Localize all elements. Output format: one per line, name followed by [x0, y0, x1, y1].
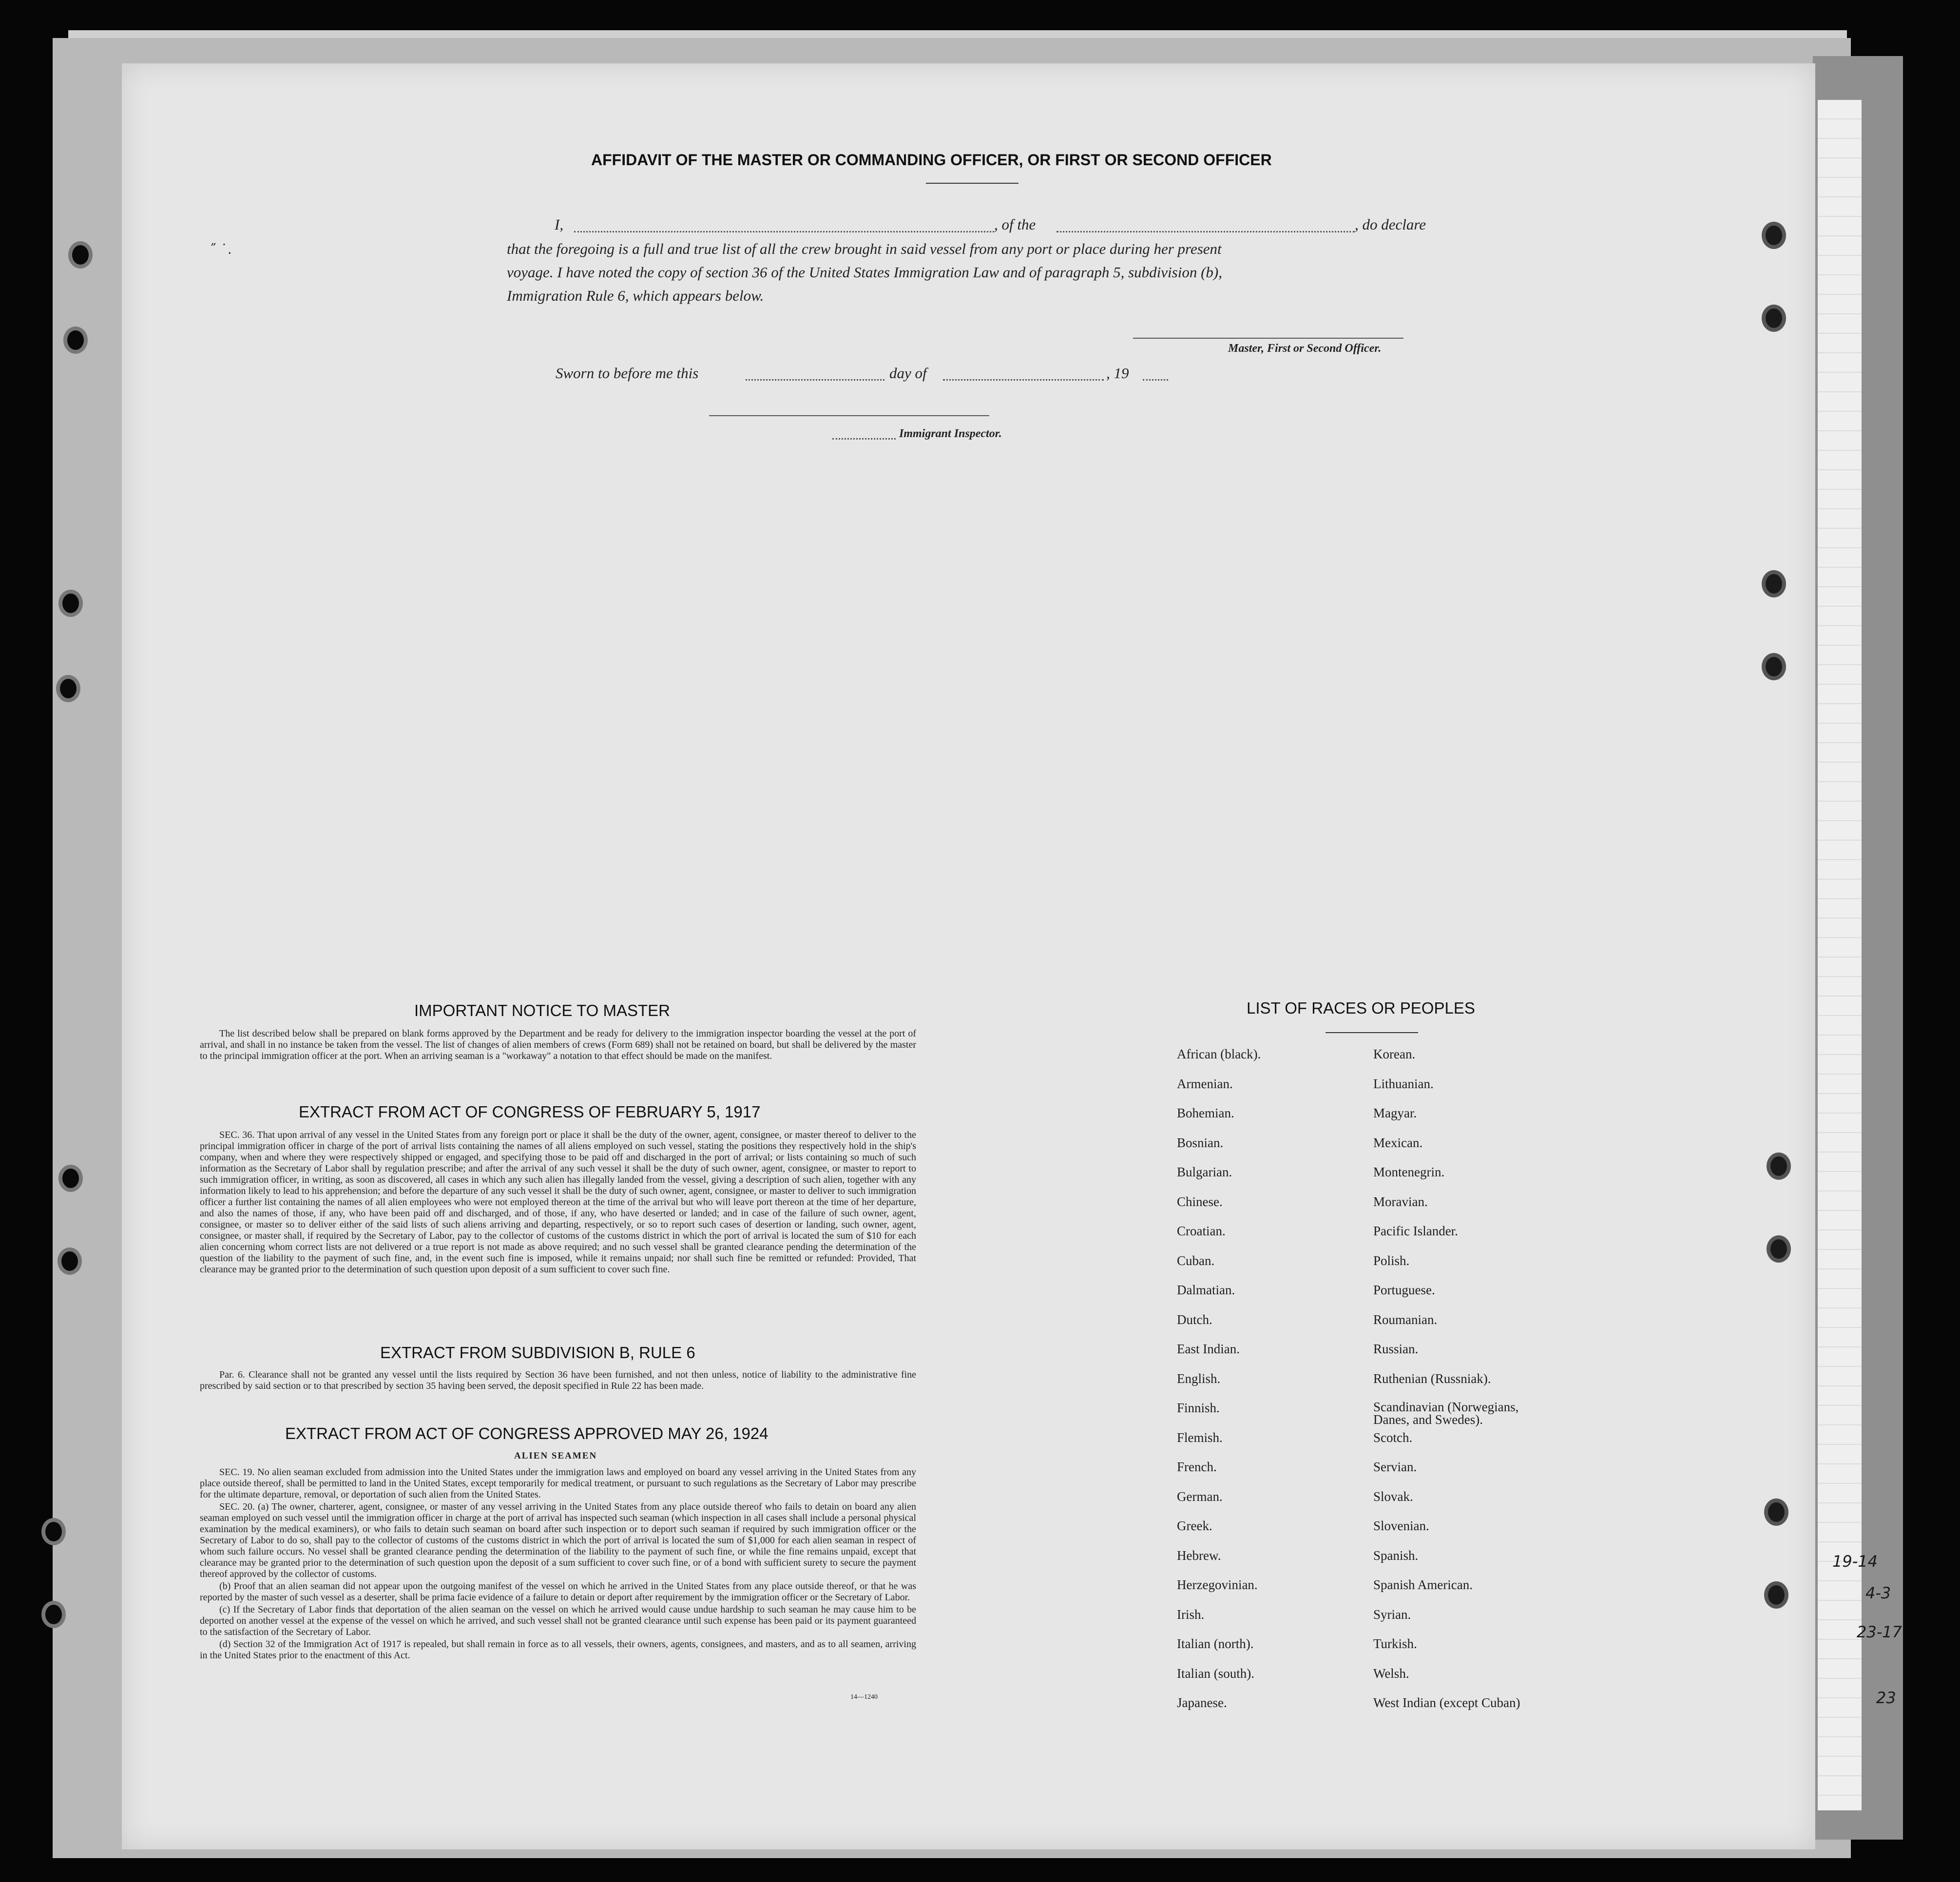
race-entry: Scandinavian (Norwegians, Danes, and Swedes).: [1373, 1400, 1519, 1427]
race-entry: Roumanian.: [1373, 1312, 1438, 1327]
race-entry: Korean.: [1373, 1047, 1416, 1061]
punch-hole: [41, 1518, 66, 1545]
race-entry: Welsh.: [1373, 1666, 1409, 1681]
title-underline: [926, 183, 1018, 184]
race-entry: Mexican.: [1373, 1135, 1423, 1150]
race-entry: Slovenian.: [1373, 1518, 1429, 1533]
punch-hole: [41, 1601, 66, 1628]
margin-note: 19-14: [1832, 1552, 1878, 1571]
extract-1924-title: EXTRACT FROM ACT OF CONGRESS APPROVED MAY 26, 1924: [285, 1424, 769, 1442]
section-20d-paragraph: (d) Section 32 of the Immigration Act of 1917 is repealed, but shall remain in force as to all vessels, their owners, agents, consignees, and masters, and as to all seamen, arriving in the United States prior to the enactment of this Act.: [200, 1639, 916, 1661]
stray-marks: ˝ ˙.: [210, 241, 232, 257]
race-entry: Japanese.: [1177, 1695, 1227, 1710]
punch-hole: [63, 326, 88, 354]
affidavit-of-the: , of the: [994, 216, 1036, 233]
race-entry: African (black).: [1177, 1047, 1261, 1061]
race-entry: Bulgarian.: [1177, 1165, 1232, 1179]
race-entry: Italian (south).: [1177, 1666, 1254, 1681]
race-entry: English.: [1177, 1371, 1221, 1386]
race-entry: Spanish American.: [1373, 1577, 1473, 1592]
rule-6-title: EXTRACT FROM SUBDIVISION B, RULE 6: [380, 1344, 695, 1362]
punch-hole: [1762, 222, 1786, 249]
section-20c-paragraph: (c) If the Secretary of Labor finds that deportation of the alien seaman on the vessel on which he arrived would cause undue hardship to such seaman he may cause him to be deported on another vessel at the expense of the vessel on which he arrived, and such vessel shall not be granted clearance until such expense has been paid or its payment guaranteed to the satisfaction of the Secretary of Labor.: [200, 1604, 916, 1637]
race-entry: Montenegrin.: [1373, 1165, 1445, 1179]
race-entry: Servian.: [1373, 1460, 1417, 1474]
race-entry: Cuban.: [1177, 1253, 1215, 1268]
sworn-month-field[interactable]: [943, 379, 1104, 381]
race-entry: German.: [1177, 1489, 1223, 1504]
master-signature-line[interactable]: [1133, 338, 1403, 339]
race-entry: West Indian (except Cuban): [1373, 1695, 1520, 1710]
race-entry: Portuguese.: [1373, 1283, 1435, 1297]
affidavit-declare: , do declare: [1355, 216, 1426, 233]
extract-1924-body: [200, 1467, 916, 1662]
sworn-day-of: day of: [889, 365, 927, 382]
sworn-year: , 19: [1106, 365, 1129, 382]
inspector-label: Immigrant Inspector.: [899, 427, 1002, 440]
affidavit-line-2: that the foregoing is a full and true list of all the crew brought in said vessel from any port or place during her present: [507, 240, 1222, 257]
race-entry: French.: [1177, 1460, 1217, 1474]
form-number: 14—1240: [850, 1693, 878, 1701]
punch-hole: [58, 1248, 82, 1275]
sworn-day-field[interactable]: [746, 379, 884, 381]
rule-6-paragraph: Par. 6. Clearance shall not be granted any vessel until the lists required by Section 36 have been furnished, and not then unless, notice of liability to the administrative fine prescribed by said section or to that prescribed by section 35 having been served, the deposit specified in Rule 22 has been made.: [200, 1369, 916, 1391]
race-entry: Chinese.: [1177, 1194, 1223, 1209]
race-entry: Moravian.: [1373, 1194, 1428, 1209]
punch-hole: [1762, 653, 1786, 680]
section-36-paragraph: SEC. 36. That upon arrival of any vessel in the United States from any foreign port or place it shall be the duty of the owner, agent, consignee, or master thereof to deliver to the principal immigration officer in charge of the port of arrival lists containing the names of all aliens employed on such vessel, stating the positions they respectively hold in the ship's company, when and where they were respectively shipped or engaged, and specifying those to be paid off and discharged in the port of arrival; or lists containing so much of such information as the Secretary of Labor shall by regulation prescribe; and after the arrival of any such vessel it shall be the duty of such owner, agent, consignee, or master to report to such immigration officer, in writing, as soon as discovered, all cases in which any such alien has illegally landed from the vessel, giving a description of such alien, together with any information likely to lead to his apprehension; and before the departure of any such vessel it shall be the duty of such owner, agent, consignee, or master to deliver to such immigration officer a further list containing the names of all alien employees who were not employed thereon at the time of the arrival but who will leave port thereon at the time of her departure, and also the names of those, if any, who have been paid off and discharged, and of those, if any, who have deserted or landed; and in case of the failure of such owner, agent, consignee, or master so to deliver either of the said lists of such aliens arriving and departing, respectively, or so to report such cases of desertion or landing, such owner, agent, consignee, or master shall, if required by the Secretary of Labor, pay to the collector of customs of the customs district in which the port of arrival is located the sum of $10 for each alien concerning whom correct lists are not delivered or a true report is not made as above required; and no such vessel shall be granted clearance pending the determination of the question of the liability to the payment of such fine, and, in the event such fine is imposed, while it remains unpaid; nor shall such fine be remitted or refunded: Provided, That clearance may be granted prior to the determination of such question upon deposit of a sum sufficient to cover such fine.: [200, 1130, 916, 1275]
affidavit-title: AFFIDAVIT OF THE MASTER OR COMMANDING OFFICER, OR FIRST OR SECOND OFFICER: [591, 151, 1272, 169]
race-entry: Russian.: [1373, 1342, 1419, 1356]
inspector-dots: [832, 438, 896, 440]
race-entry: Herzegovinian.: [1177, 1577, 1258, 1592]
affidavit-i: I,: [555, 216, 564, 233]
punch-hole: [68, 241, 93, 269]
race-entry: Magyar.: [1373, 1106, 1417, 1120]
affiant-name-field[interactable]: [574, 231, 994, 232]
punch-hole: [1767, 1152, 1791, 1180]
race-entry: Spanish.: [1373, 1548, 1419, 1563]
race-entry: Croatian.: [1177, 1224, 1226, 1238]
race-entry: Lithuanian.: [1373, 1076, 1434, 1091]
sworn-text: Sworn to before me this: [556, 365, 699, 382]
rule-6-body: [200, 1369, 916, 1393]
notice-title: IMPORTANT NOTICE TO MASTER: [414, 1001, 671, 1019]
punch-hole: [1762, 570, 1786, 597]
punch-hole: [56, 675, 80, 702]
vessel-name-field[interactable]: [1057, 231, 1355, 232]
alien-seamen-subtitle: ALIEN SEAMEN: [514, 1451, 597, 1461]
race-entry: Armenian.: [1177, 1076, 1233, 1091]
punch-hole: [58, 590, 83, 617]
race-entry: Italian (north).: [1177, 1636, 1254, 1651]
race-entry: Slovak.: [1373, 1489, 1413, 1504]
race-entry: Turkish.: [1373, 1636, 1417, 1651]
extract-1917-body: [200, 1130, 916, 1276]
race-entry: Bosnian.: [1177, 1135, 1224, 1150]
race-entry: Syrian.: [1373, 1607, 1411, 1622]
section-20a-paragraph: SEC. 20. (a) The owner, charterer, agent, consignee, or master of any vessel arriving in the United States from any place outside thereof who fails to detain on board any alien seaman employed on such vessel until the immigration officer in charge at the port of arrival has inspected such seaman (which inspection in all cases shall include a personal physical examination by the medical examiners), or who fails to detain such seaman on board after such inspection or to deport such seaman if required by such immigration officer or the Secretary of Labor to do so, shall pay to the collector of customs of the customs district in which the port of arrival is located the sum of $1,000 for each alien seaman in respect of whom such failure occurs. No vessel shall be granted clearance pending the determination of the liability to the payment of such fine, or while the fine remains unpaid, except that clearance may be granted prior to the determination of such question upon the deposit of a sum sufficient to cover such fine, or of a bond with sufficient surety to secure the payment thereof approved by the collector of customs.: [200, 1501, 916, 1579]
affidavit-line-3: voyage. I have noted the copy of section 36 of the United States Immigration Law and of paragraph 5, subdivision (b),: [507, 264, 1222, 281]
race-entry: East Indian.: [1177, 1342, 1240, 1356]
sworn-year-field[interactable]: [1143, 379, 1168, 381]
races-underline: [1326, 1032, 1418, 1033]
section-20b-paragraph: (b) Proof that an alien seaman did not appear upon the outgoing manifest of the vessel on which he arrived in the United States from any place outside thereof, or that he was reported by the master of such vessel as a deserter, shall be prima facie evidence of a failure to detain or deport after requirement by the immigration officer or the Secretary of Labor.: [200, 1581, 916, 1603]
races-right-column: [1373, 1047, 1578, 1719]
race-entry: Hebrew.: [1177, 1548, 1221, 1563]
margin-note: 23-17: [1857, 1623, 1902, 1641]
inspector-signature-line[interactable]: [709, 415, 989, 416]
affidavit-line-4: Immigration Rule 6, which appears below.: [507, 287, 764, 304]
margin-note: 4-3: [1865, 1584, 1891, 1602]
punch-hole: [1762, 305, 1786, 332]
margin-note: 23: [1876, 1689, 1896, 1707]
race-entry: Bohemian.: [1177, 1106, 1234, 1120]
punch-hole: [1767, 1235, 1791, 1263]
notice-body: [200, 1028, 916, 1063]
race-entry: Dutch.: [1177, 1312, 1212, 1327]
punch-hole: [1764, 1581, 1788, 1609]
punch-hole: [1764, 1498, 1788, 1526]
extract-1917-title: EXTRACT FROM ACT OF CONGRESS OF FEBRUARY 5, 1917: [299, 1103, 761, 1121]
section-19-paragraph: SEC. 19. No alien seaman excluded from admission into the United States under the immigration laws and employed on board any vessel arriving in the United States from any place outside thereof, shall be permitted to land in the United States, except temporarily for medical treatment, or pursuant to such regulations as the Secretary of Labor may prescribe for the ultimate departure, removal, or deportation of such alien from the United States.: [200, 1467, 916, 1500]
race-entry: Pacific Islander.: [1373, 1224, 1458, 1238]
races-title: LIST OF RACES OR PEOPLES: [1247, 999, 1475, 1017]
punch-hole: [58, 1165, 83, 1192]
race-entry: Polish.: [1373, 1253, 1410, 1268]
master-signature-label: Master, First or Second Officer.: [1228, 342, 1382, 355]
race-entry: Dalmatian.: [1177, 1283, 1235, 1297]
race-entry: Irish.: [1177, 1607, 1205, 1622]
race-entry: Flemish.: [1177, 1430, 1223, 1445]
races-left-column: [1177, 1047, 1362, 1719]
notice-paragraph: The list described below shall be prepared on blank forms approved by the Department and be ready for delivery to the immigration inspector boarding the vessel at the port of arrival, and shall in no instance be taken from the vessel. The list of changes of alien members of crews (Form 689) shall not be retained on board, but shall be delivered by the master to the principal immigration officer at the port. When an arriving seaman is a "workaway" a notation to that effect should be made on the manifest.: [200, 1028, 916, 1061]
race-entry: Scotch.: [1373, 1430, 1413, 1445]
race-entry: Greek.: [1177, 1518, 1212, 1533]
race-entry: Finnish.: [1177, 1401, 1220, 1415]
race-entry: Ruthenian (Russniak).: [1373, 1371, 1491, 1386]
